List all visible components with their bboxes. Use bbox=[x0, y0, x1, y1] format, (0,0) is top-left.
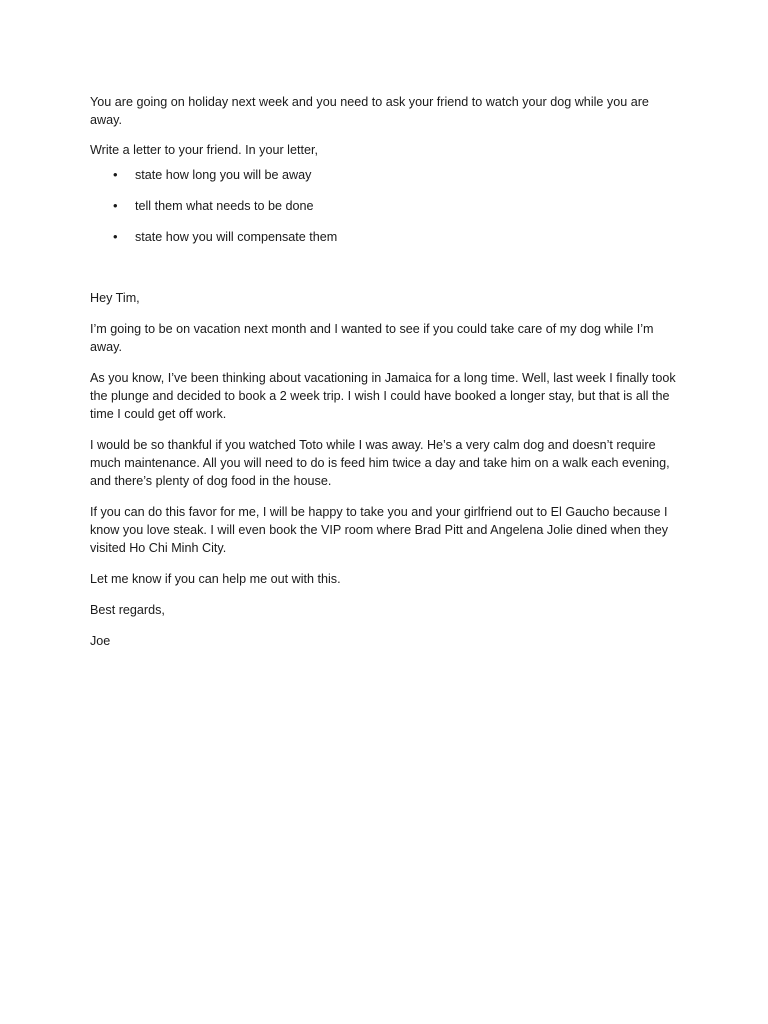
letter-paragraph-2: As you know, I’ve been thinking about vacationing in Jamaica for a long time. Well, last week I finally took the plunge and decided to book a 2 week trip. I wish I could have booked a longer stay, but that is all the time I could get off work. bbox=[90, 371, 676, 421]
letter-paragraph-3: I would be so thankful if you watched Toto while I was away. He’s a very calm dog and doesn’t require much maintenance. All you will need to do is feed him twice a day and take him on a walk each evening, and there’s plenty of dog food in the house. bbox=[90, 438, 670, 488]
letter-paragraph-5: Let me know if you can help me out with this. bbox=[90, 572, 341, 586]
bullet-text: tell them what needs to be done bbox=[135, 199, 314, 213]
letter-greeting: Hey Tim, bbox=[90, 291, 140, 305]
section-spacer bbox=[90, 259, 680, 289]
document-body bbox=[90, 93, 680, 663]
bullet-text: state how you will compensate them bbox=[135, 230, 338, 244]
bullet-item bbox=[90, 228, 680, 259]
letter-paragraph-1: I’m going to be on vacation next month and I wanted to see if you could take care of my dog while I’m away. bbox=[90, 322, 654, 354]
prompt-bullet-list bbox=[90, 166, 680, 259]
letter-closing: Best regards, bbox=[90, 603, 165, 617]
bullet-icon: • bbox=[113, 198, 118, 213]
prompt-intro: You are going on holiday next week and you need to ask your friend to watch your dog while you are away. bbox=[90, 95, 649, 127]
letter-paragraph-4: If you can do this favor for me, I will be happy to take you and your girlfriend out to El Gaucho because I know you love steak. I will even book the VIP room where Brad Pitt and Angelena Jolie dined when they visited Ho Chi Minh City. bbox=[90, 505, 669, 555]
prompt-instruction: Write a letter to your friend. In your letter, bbox=[90, 143, 318, 157]
bullet-icon: • bbox=[113, 167, 118, 182]
bullet-text: state how long you will be away bbox=[135, 168, 312, 182]
bullet-icon: • bbox=[113, 229, 118, 244]
bullet-item bbox=[90, 166, 680, 197]
letter-signature: Joe bbox=[90, 634, 111, 648]
bullet-item bbox=[90, 197, 680, 228]
